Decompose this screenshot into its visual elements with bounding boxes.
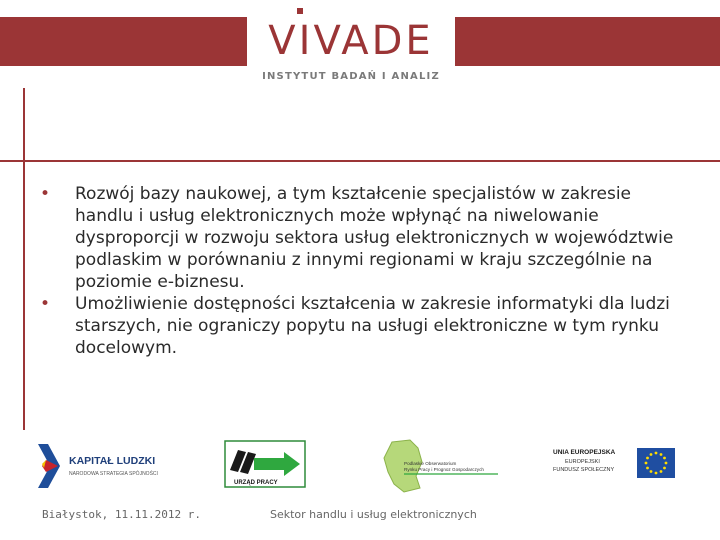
obserwatorium-logo	[382, 438, 502, 494]
vivade-logo	[247, 0, 455, 90]
kapital-ludzki-logo	[36, 440, 176, 490]
bullet-text: Rozwój bazy naukowej, a tym kształcenie specjalistów w zakresie handlu i usług elektronicznych może wpłynąć na niwelowanie dysproporcji w rozwoju sektora usług elektronicznych w województwie podlaskim w porównaniu z innymi regionami w kraju szczególnie na poziomie e-biznesu.	[75, 184, 674, 292]
podlaskie-map-icon	[384, 440, 422, 492]
ue-line3: FUNDUSZ SPOŁECZNY	[553, 467, 615, 473]
up-label: URZĄD PRACY	[234, 480, 278, 486]
ue-line1: UNIA EUROPEJSKA	[553, 449, 616, 456]
bullet-text: Umożliwienie dostępności kształcenia w zakresie informatyki dla ludzi starszych, nie ograniczy popytu na usługi elektroniczne w tym rynku docelowym.	[75, 294, 670, 358]
bullet-marker: •	[40, 294, 51, 314]
urzad-pracy-logo	[224, 440, 306, 488]
ob-line2: Rynku Pracy i Prognoz Gospodarczych	[404, 467, 484, 472]
kl-subtitle: NARODOWA STRATEGIA SPÓJNOŚCI	[69, 471, 158, 477]
footer-title: Sektor handlu i usług elektronicznych	[270, 508, 477, 521]
bullet-item	[40, 293, 690, 359]
bullet-item	[40, 183, 690, 293]
footer-date: Białystok, 11.11.2012 r.	[42, 508, 201, 521]
kl-title: KAPITAŁ LUDZKI	[69, 455, 156, 467]
logo-subtitle: INSTYTUT BADAŃ I ANALIZ	[262, 71, 440, 82]
logo-accent-dot	[297, 8, 303, 14]
bullet-list	[40, 183, 690, 359]
horizontal-divider	[0, 160, 720, 162]
ue-line2: EUROPEJSKI	[565, 459, 600, 465]
vertical-divider	[23, 88, 25, 430]
logo-wordmark: VIVADE	[268, 18, 434, 64]
ob-line1: Podlaskie Obserwatorium	[404, 461, 457, 466]
ue-efs-logo	[547, 440, 683, 486]
bullet-marker: •	[40, 184, 51, 204]
